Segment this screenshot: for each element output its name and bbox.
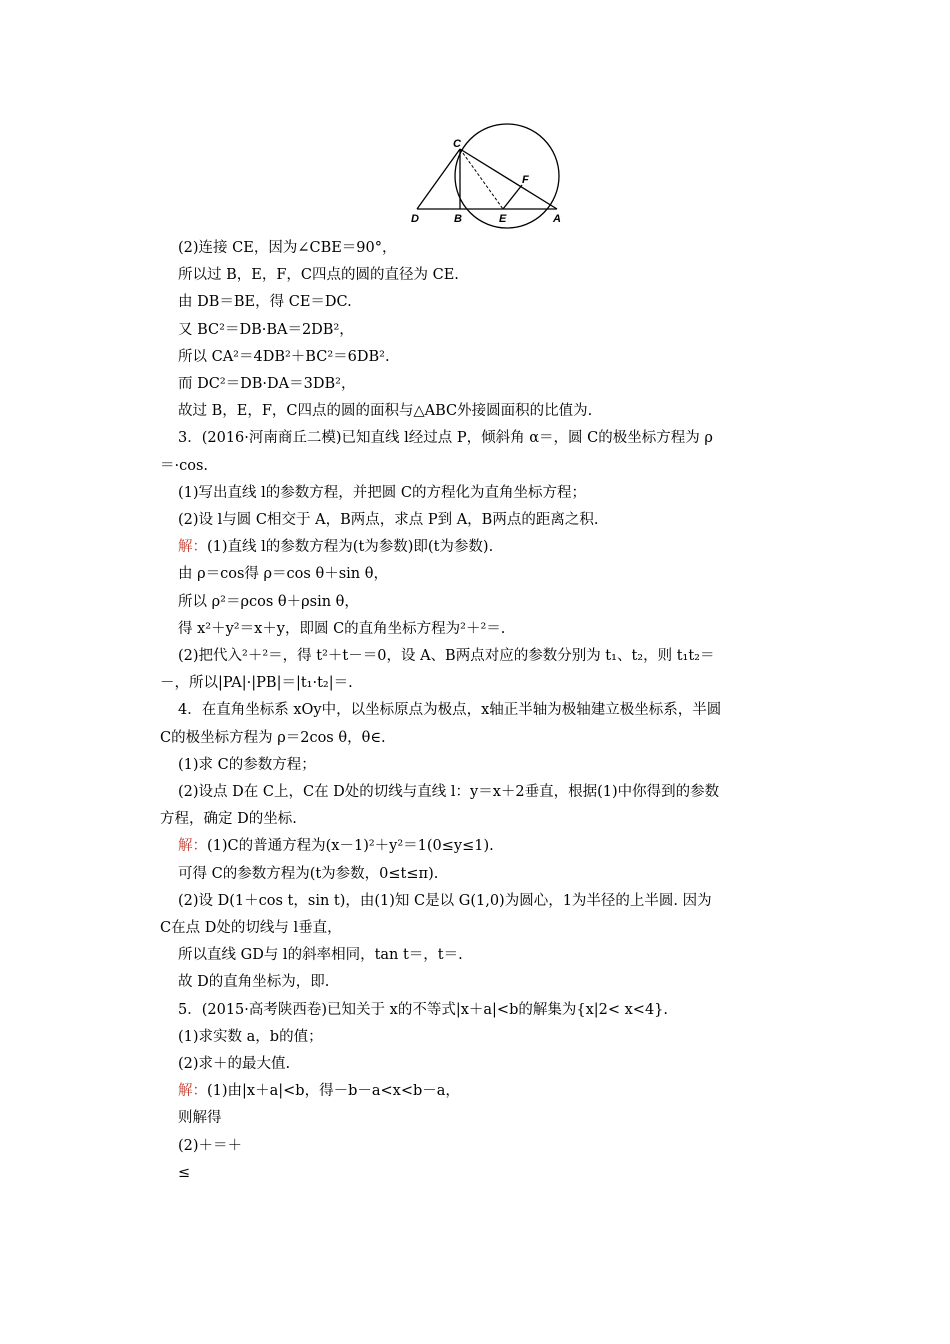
line-text: 所以 ρ²＝ρcos θ＋ρsin θ，: [178, 593, 359, 610]
text-line: [178, 1108, 222, 1128]
line-text: C在点 D处的切线与 l垂直，: [160, 920, 342, 936]
text-line: [178, 292, 352, 312]
line-text: 方程，确定 D的坐标.: [160, 811, 297, 828]
text-line: [178, 891, 712, 911]
line-text: (2)连接 CE，因为∠CBE＝90°，: [178, 240, 397, 256]
line-text: 所以过 B，E，F，C四点的圆的直径为 CE.: [178, 267, 459, 284]
segment-ca: [460, 149, 557, 209]
line-text: (2)把代入²＋²＝，得 t²＋t－＝0，设 A、B两点对应的参数分别为 t₁、t₂，则 t₁t₂＝: [178, 648, 715, 664]
label-c: C: [453, 138, 461, 150]
line-text: 由 DB＝BE，得 CE＝DC.: [178, 294, 352, 311]
line-text: 又 BC²＝DB·BA＝2DB²，: [178, 321, 354, 338]
line-text: 而 DC²＝DB·DA＝3DB²，: [178, 376, 356, 392]
text-line: [178, 782, 719, 802]
text-line: [160, 456, 208, 476]
line-text: C的极坐标方程为 ρ＝2cos θ，θ∈.: [160, 729, 386, 746]
line-text: (1)直线 l的参数方程为(t为参数)即(t为参数).: [207, 539, 494, 556]
text-line: [160, 809, 297, 829]
text-line: [178, 1081, 460, 1101]
text-line: [178, 619, 505, 639]
line-text: 可得 C的参数方程为(t为参数，0≤t≤π).: [178, 865, 439, 882]
text-line: [178, 945, 463, 965]
text-line: [178, 1027, 323, 1047]
text-line: [178, 347, 390, 367]
line-text: 故 D的直角坐标为，即.: [178, 974, 330, 991]
line-text: (2)求＋的最大值.: [178, 1056, 291, 1072]
text-line: [178, 537, 493, 557]
label-b: B: [454, 213, 462, 225]
geometry-figure: [405, 120, 575, 230]
text-line: [178, 320, 354, 340]
text-line: [178, 972, 329, 992]
text-line: [178, 238, 397, 258]
text-line: [160, 728, 386, 748]
line-text: 得 x²＋y²＝x＋y，即圆 C的直角坐标方程为²＋²＝.: [178, 620, 506, 637]
line-text: (2)设 D(1＋cos t，sin t)，由(1)知 C是以 G(1,0)为圆心，1为半径的上半圆. 因为: [178, 892, 712, 909]
text-line: [178, 592, 359, 612]
label-e: E: [499, 213, 507, 225]
line-text: (1)由|x＋a|<b，得－b－a<x<b－a，: [207, 1083, 460, 1100]
label-a: A: [553, 213, 561, 225]
line-text: －，所以|PA|·|PB|＝|t₁·t₂|＝.: [160, 675, 353, 692]
text-line: [178, 646, 714, 666]
line-text: ≤: [178, 1164, 191, 1181]
text-line: [160, 673, 353, 693]
line-text: 故过 B，E，F，C四点的圆的面积与△ABC外接圆面积的比值为.: [178, 403, 593, 420]
text-line: [178, 428, 713, 448]
circle-shape: [455, 124, 559, 228]
text-line: [178, 265, 459, 285]
text-line: [178, 374, 355, 394]
line-text: (1)C的普通方程为(x－1)²＋y²＝1(0≤y≤1).: [207, 838, 494, 855]
text-line: [178, 401, 592, 421]
label-d: D: [411, 213, 419, 225]
text-line: [178, 700, 721, 720]
text-line: [178, 836, 494, 856]
segment-ef: [503, 185, 522, 209]
line-text: (1)求实数 a，b的值；: [178, 1028, 323, 1045]
text-line: [178, 1136, 242, 1156]
solution-marker: 解：: [178, 1083, 207, 1100]
text-line: [178, 483, 586, 503]
text-line: [178, 510, 598, 530]
segment-ce-dashed: [460, 149, 503, 209]
line-text: 由 ρ＝cos得 ρ＝cos θ＋sin θ，: [178, 566, 388, 583]
solution-marker: 解：: [178, 539, 207, 556]
segment-cd: [417, 149, 460, 209]
line-text: (1)求 C的参数方程；: [178, 756, 316, 773]
text-line: [160, 918, 342, 938]
line-text: (2)设 l与圆 C相交于 A，B两点，求点 P到 A，B两点的距离之积.: [178, 512, 599, 528]
text-line: [178, 1163, 190, 1183]
line-text: 所以直线 GD与 l的斜率相同，tan t＝，t＝.: [178, 947, 463, 964]
text-line: [178, 1000, 668, 1020]
text-line: [178, 864, 438, 884]
line-text: 5．(2015·高考陕西卷)已知关于 x的不等式|x＋a|<b的解集为{x|2< x<4}.: [178, 1001, 669, 1018]
line-text: (2)＋＝＋: [178, 1137, 243, 1154]
line-text: ＝·cos.: [160, 457, 209, 474]
line-text: (1)写出直线 l的参数方程，并把圆 C的方程化为直角坐标方程；: [178, 484, 586, 501]
line-text: 3．(2016·河南商丘二模)已知直线 l经过点 P，倾斜角 α＝，圆 C的极坐标方程为 ρ: [178, 430, 713, 447]
solution-marker: 解：: [178, 838, 207, 855]
line-text: 4．在直角坐标系 xOy中，以坐标原点为极点，x轴正半轴为极轴建立极坐标系，半圆: [178, 702, 722, 719]
text-line: [178, 755, 316, 775]
text-line: [178, 564, 388, 584]
line-text: 所以 CA²＝4DB²＋BC²＝6DB².: [178, 348, 390, 365]
line-text: (2)设点 D在 C上，C在 D处的切线与直线 l：y＝x＋2垂直，根据(1)中你得到的参数: [178, 784, 720, 800]
circle-triangle-diagram: [405, 120, 575, 230]
line-text: 则解得: [178, 1110, 222, 1127]
label-f: F: [522, 174, 529, 186]
text-line: [178, 1054, 290, 1074]
